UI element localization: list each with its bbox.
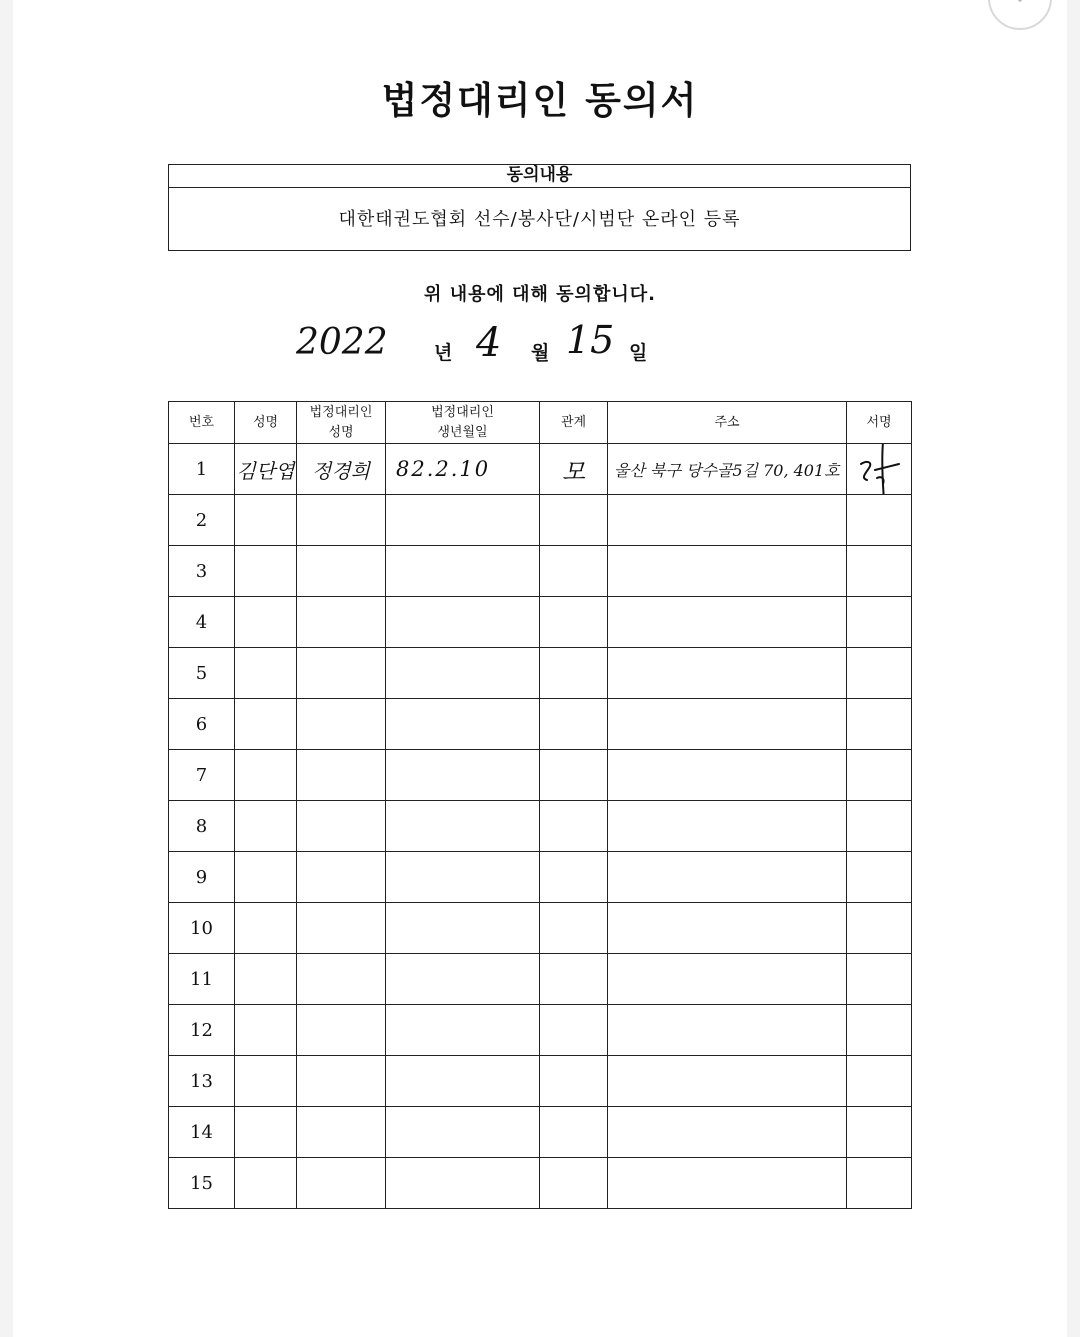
cell-guardian-name[interactable] <box>297 1056 386 1107</box>
cell-name[interactable] <box>235 597 297 648</box>
cell-signature[interactable] <box>847 597 912 648</box>
cell-relation[interactable] <box>540 852 608 903</box>
date-year-handwritten: 2022 <box>296 322 388 363</box>
cell-address[interactable] <box>608 1005 847 1056</box>
cell-name[interactable] <box>235 1158 297 1209</box>
cell-number: 9 <box>169 852 235 903</box>
roster-table <box>168 401 912 1209</box>
cell-guardian-name[interactable] <box>297 495 386 546</box>
cell-name[interactable] <box>235 1005 297 1056</box>
cell-guardian-name[interactable] <box>297 801 386 852</box>
table-row <box>169 1056 912 1107</box>
cell-address[interactable] <box>608 444 847 495</box>
cell-signature[interactable] <box>847 699 912 750</box>
date-line <box>0 318 1080 378</box>
cell-address[interactable] <box>608 597 847 648</box>
cell-guardian-name[interactable] <box>297 444 386 495</box>
cell-signature[interactable] <box>847 495 912 546</box>
header-signature: 서명 <box>847 402 912 444</box>
table-row <box>169 648 912 699</box>
cell-guardian-name[interactable] <box>297 1158 386 1209</box>
cell-guardian-birth[interactable] <box>386 954 540 1005</box>
cell-signature[interactable] <box>847 954 912 1005</box>
cell-number: 3 <box>169 546 235 597</box>
table-row <box>169 954 912 1005</box>
close-icon <box>1004 0 1036 6</box>
cell-guardian-name[interactable] <box>297 546 386 597</box>
header-name: 성명 <box>235 402 297 444</box>
cell-guardian-birth[interactable] <box>386 648 540 699</box>
cell-guardian-name[interactable] <box>297 903 386 954</box>
cell-relation[interactable] <box>540 648 608 699</box>
cell-name[interactable] <box>235 801 297 852</box>
header-guardian-name-text: 법정대리인 성명 <box>309 404 373 440</box>
cell-relation[interactable] <box>540 597 608 648</box>
header-guardian-birth-text: 법정대리인 생년월일 <box>431 404 494 440</box>
cell-relation[interactable] <box>540 1158 608 1209</box>
agree-statement: 위 내용에 대해 동의합니다. <box>424 284 656 305</box>
cell-address[interactable] <box>608 852 847 903</box>
cell-guardian-name[interactable] <box>297 1005 386 1056</box>
header-guardian-birth <box>386 402 540 444</box>
cell-address[interactable] <box>608 801 847 852</box>
table-row <box>169 444 912 495</box>
consent-content: 대한태권도협회 선수/봉사단/시범단 온라인 등록 <box>338 209 741 230</box>
cell-relation[interactable] <box>540 699 608 750</box>
cell-number: 6 <box>169 699 235 750</box>
cell-name[interactable] <box>235 648 297 699</box>
cell-number: 10 <box>169 903 235 954</box>
cell-relation[interactable] <box>540 801 608 852</box>
header-relation: 관계 <box>540 402 608 444</box>
consent-box <box>168 164 911 251</box>
cell-relation[interactable] <box>540 1107 608 1158</box>
cell-guardian-birth[interactable] <box>386 444 540 495</box>
cell-name[interactable] <box>235 903 297 954</box>
cell-signature[interactable] <box>847 1005 912 1056</box>
consent-header: 동의내용 <box>169 165 910 188</box>
cell-guardian-birth[interactable] <box>386 903 540 954</box>
cell-signature[interactable] <box>847 1107 912 1158</box>
cell-name[interactable] <box>235 1056 297 1107</box>
cell-relation[interactable] <box>540 750 608 801</box>
table-row <box>169 801 912 852</box>
cell-number: 14 <box>169 1107 235 1158</box>
cell-name[interactable] <box>235 1107 297 1158</box>
cell-guardian-name[interactable] <box>297 750 386 801</box>
table-row <box>169 495 912 546</box>
header-address: 주소 <box>608 402 847 444</box>
signature-mark <box>855 444 905 495</box>
cell-guardian-birth[interactable] <box>386 852 540 903</box>
cell-signature[interactable] <box>847 648 912 699</box>
handwritten-name: 김단엽 <box>236 458 295 483</box>
cell-signature[interactable] <box>847 750 912 801</box>
cell-address[interactable] <box>608 903 847 954</box>
cell-relation[interactable] <box>540 444 608 495</box>
cell-guardian-birth[interactable] <box>386 750 540 801</box>
cell-number: 12 <box>169 1005 235 1056</box>
cell-guardian-name[interactable] <box>297 699 386 750</box>
date-year-unit: 년 <box>434 342 453 364</box>
cell-name[interactable] <box>235 954 297 1005</box>
header-guardian-name <box>297 402 386 444</box>
cell-relation[interactable] <box>540 903 608 954</box>
cell-number: 15 <box>169 1158 235 1209</box>
cell-signature[interactable] <box>847 444 912 495</box>
cell-address[interactable] <box>608 546 847 597</box>
table-row <box>169 546 912 597</box>
cell-signature[interactable] <box>847 852 912 903</box>
table-row <box>169 1005 912 1056</box>
cell-address[interactable] <box>608 699 847 750</box>
cell-address[interactable] <box>608 648 847 699</box>
cell-guardian-birth[interactable] <box>386 699 540 750</box>
cell-number: 8 <box>169 801 235 852</box>
handwritten-address: 울산 북구 당수골5길 70, 401호 <box>614 460 840 480</box>
date-day-unit: 일 <box>629 342 648 364</box>
cell-number: 2 <box>169 495 235 546</box>
table-row <box>169 1107 912 1158</box>
document-title: 법정대리인 동의서 <box>381 79 699 122</box>
table-header-row <box>169 402 912 444</box>
cell-guardian-birth[interactable] <box>386 801 540 852</box>
cell-guardian-name[interactable] <box>297 852 386 903</box>
table-row <box>169 1158 912 1209</box>
cell-relation[interactable] <box>540 954 608 1005</box>
cell-guardian-birth[interactable] <box>386 495 540 546</box>
cell-number: 5 <box>169 648 235 699</box>
date-day-handwritten: 15 <box>566 318 615 362</box>
cell-address[interactable] <box>608 495 847 546</box>
cell-number: 1 <box>169 444 235 495</box>
table-row <box>169 597 912 648</box>
table-row <box>169 852 912 903</box>
cell-name[interactable] <box>235 495 297 546</box>
table-row <box>169 750 912 801</box>
cell-address[interactable] <box>608 750 847 801</box>
cell-name[interactable] <box>235 750 297 801</box>
cell-relation[interactable] <box>540 1005 608 1056</box>
handwritten-relation: 모 <box>561 457 586 486</box>
cell-guardian-birth[interactable] <box>386 546 540 597</box>
cell-relation[interactable] <box>540 1056 608 1107</box>
cell-guardian-name[interactable] <box>297 1107 386 1158</box>
handwritten-birth: 82.2.10 <box>396 457 491 481</box>
date-month-handwritten: 4 <box>476 320 502 366</box>
cell-number: 7 <box>169 750 235 801</box>
cell-signature[interactable] <box>847 801 912 852</box>
handwritten-guardian-name: 정경희 <box>312 458 370 483</box>
cell-name[interactable] <box>235 546 297 597</box>
cell-number: 11 <box>169 954 235 1005</box>
cell-signature[interactable] <box>847 903 912 954</box>
cell-guardian-birth[interactable] <box>386 1158 540 1209</box>
cell-guardian-birth[interactable] <box>386 597 540 648</box>
cell-guardian-name[interactable] <box>297 648 386 699</box>
cell-address[interactable] <box>608 1107 847 1158</box>
cell-relation[interactable] <box>540 495 608 546</box>
cell-address[interactable] <box>608 1158 847 1209</box>
cell-number: 4 <box>169 597 235 648</box>
cell-address[interactable] <box>608 954 847 1005</box>
cell-number: 13 <box>169 1056 235 1107</box>
table-row <box>169 699 912 750</box>
cell-name[interactable] <box>235 852 297 903</box>
cell-name[interactable] <box>235 444 297 495</box>
cell-guardian-birth[interactable] <box>386 1005 540 1056</box>
cell-name[interactable] <box>235 699 297 750</box>
cell-guardian-name[interactable] <box>297 597 386 648</box>
header-number: 번호 <box>169 402 235 444</box>
cell-signature[interactable] <box>847 1056 912 1107</box>
table-row <box>169 903 912 954</box>
cell-guardian-birth[interactable] <box>386 1107 540 1158</box>
cell-address[interactable] <box>608 1056 847 1107</box>
cell-relation[interactable] <box>540 546 608 597</box>
cell-guardian-birth[interactable] <box>386 1056 540 1107</box>
cell-signature[interactable] <box>847 1158 912 1209</box>
cell-guardian-name[interactable] <box>297 954 386 1005</box>
cell-signature[interactable] <box>847 546 912 597</box>
date-month-unit: 월 <box>531 342 550 364</box>
